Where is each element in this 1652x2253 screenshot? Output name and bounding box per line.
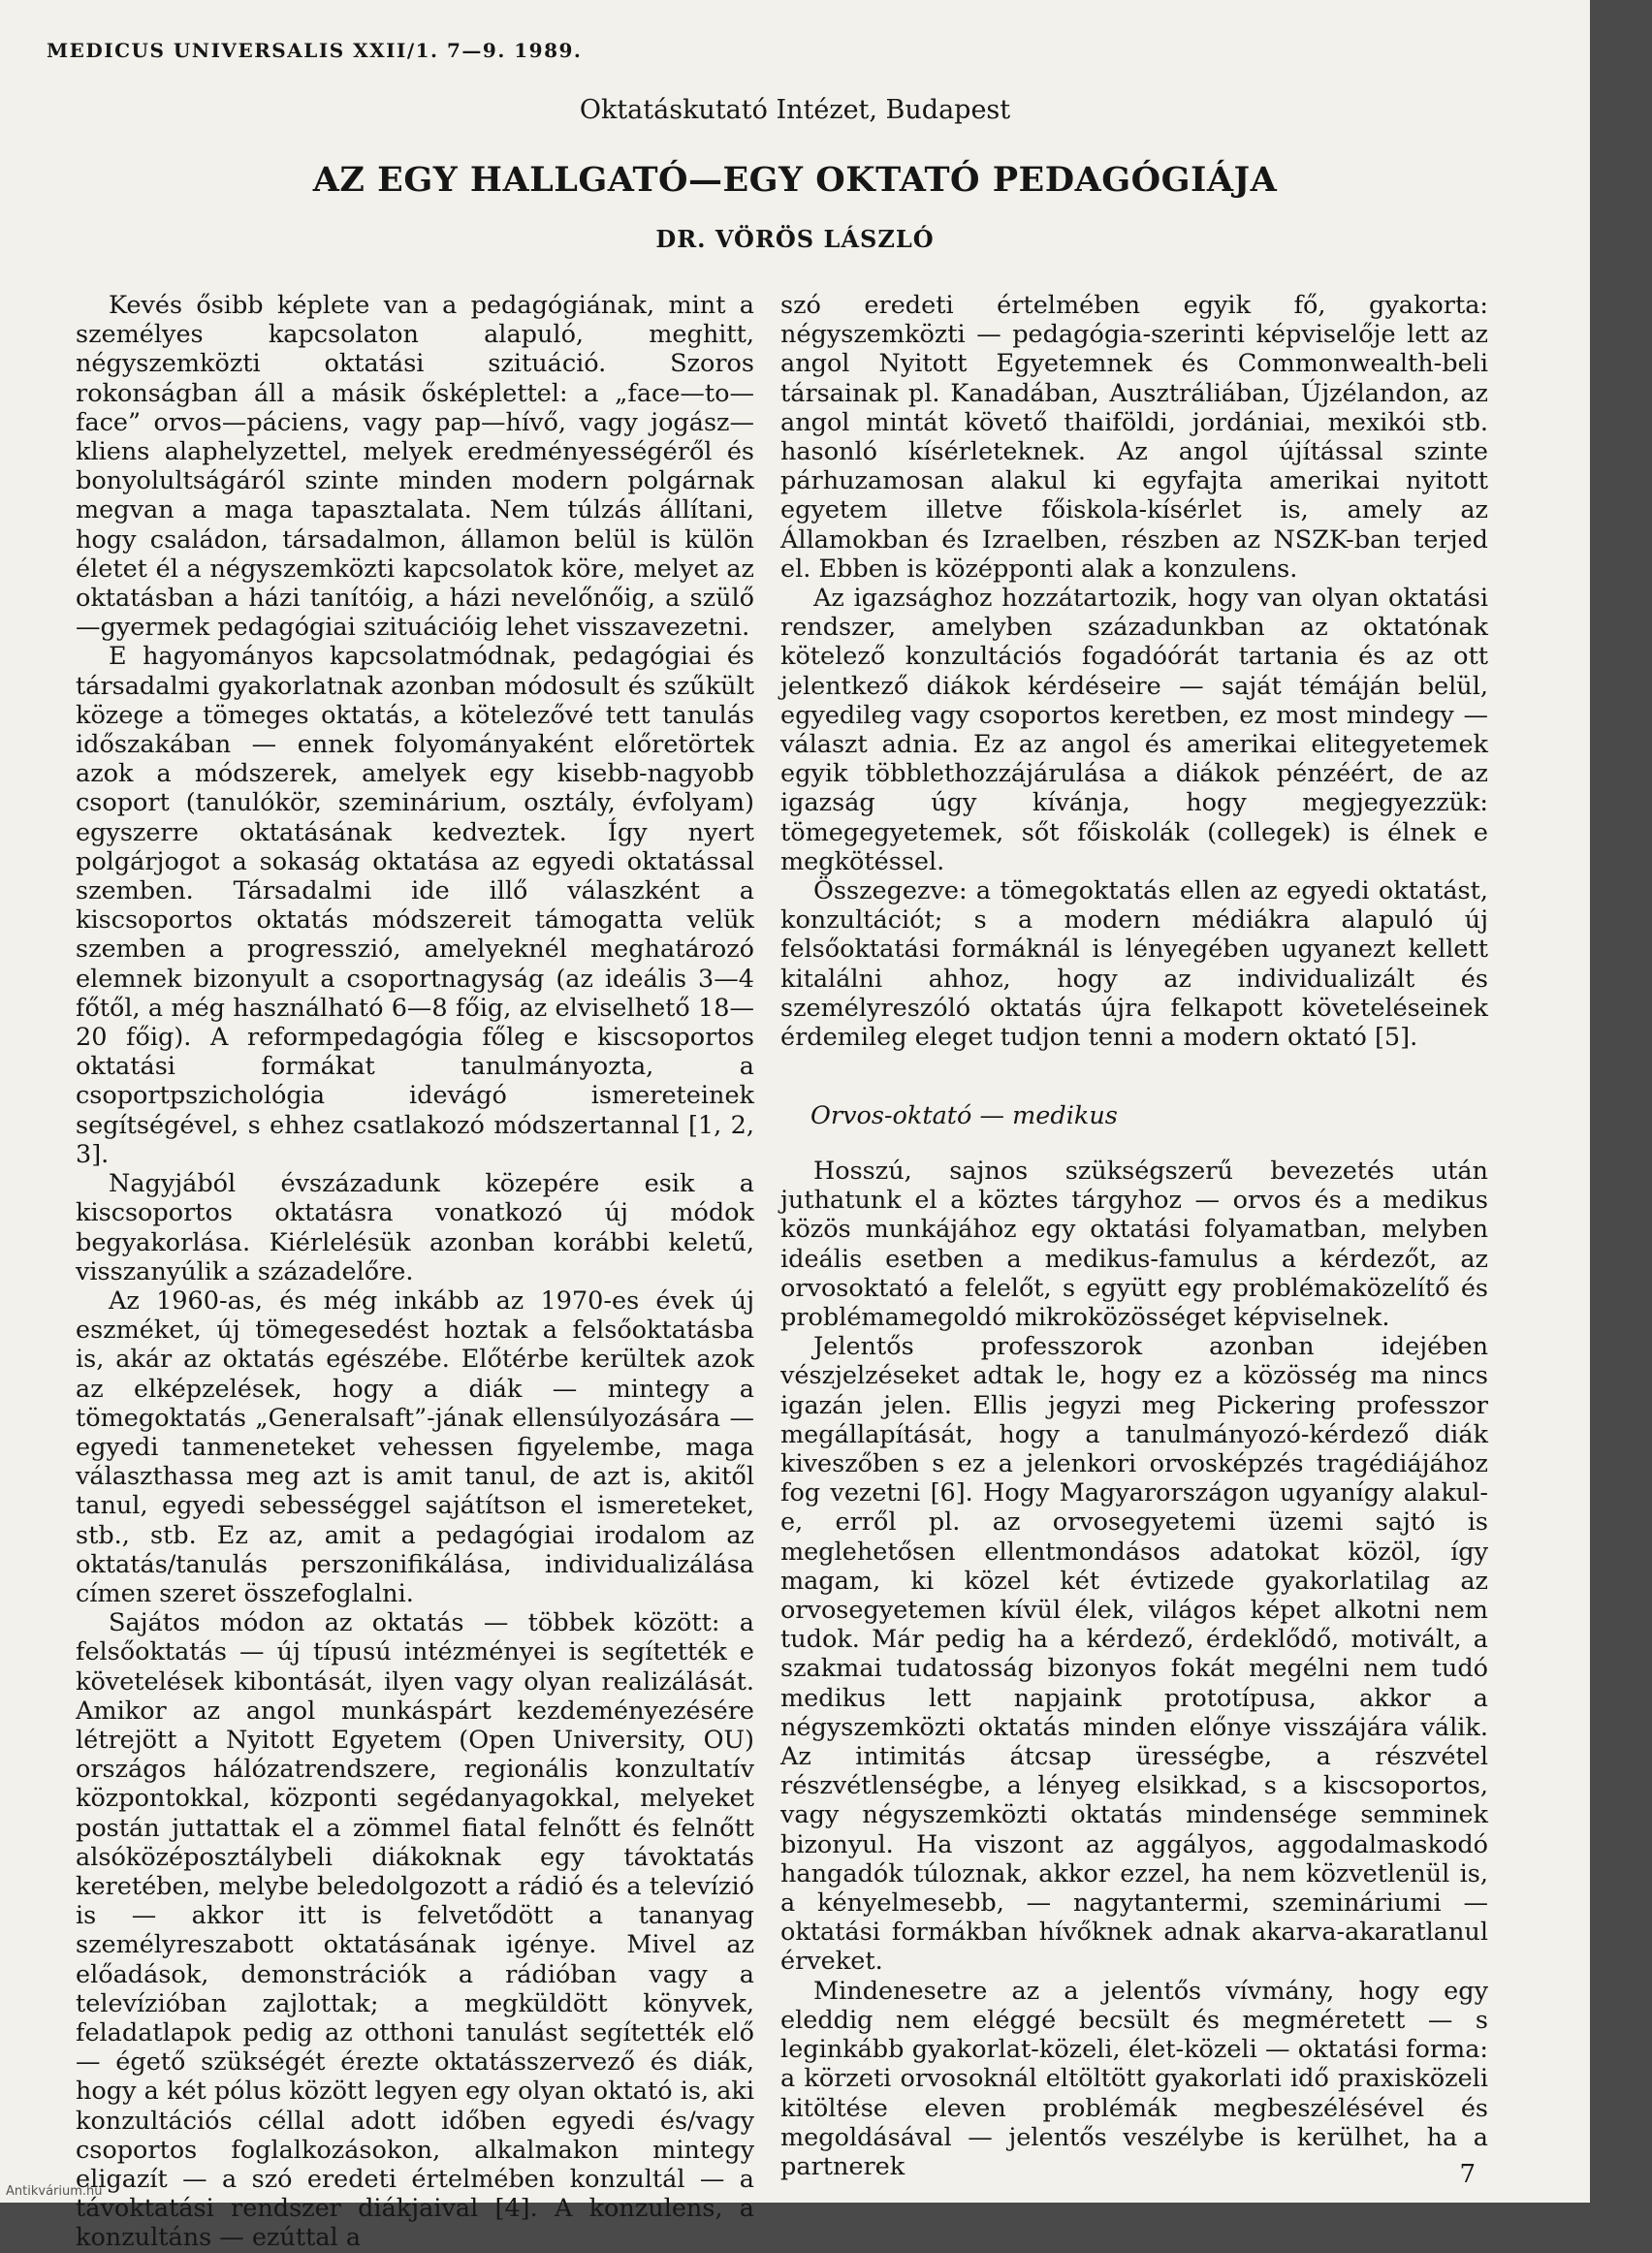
page-number: 7 — [1459, 2160, 1476, 2189]
paragraph: szó eredeti értelmében egyik fő, gyakorta: négyszemközti — pedagógia-szerinti képviselője lett az angol Nyitott Egyetemnek és Commonwealth-beli társainak pl. Kanadában, Ausztráliában, Újzélandon, az angol mintát követő thaiföldi, jordániai, mexikói stb. hasonló kísérleteknek. Az angol újítással szinte párhuzamosan alakul ki egyfajta amerikai nyitott egyetem illetve főiskola-kísérlet is, amely az Államokban és Izraelben, részben az NSZK-ban terjed el. Ebben is középponti alak a konzulens. — [780, 291, 1488, 584]
paragraph: Összegezve: a tömegoktatás ellen az egyedi oktatást, konzultációt; s a modern médiákra alapuló új felsőoktatási formáknál is lényegében ugyanezt kellett kitalálni ahhoz, hogy az individualizált és személyreszóló oktatás újra felkapott követeléseinek érdemileg eleget tudjon tenni a modern oktató [5]. — [780, 876, 1488, 1053]
article-author: DR. VÖRÖS LÁSZLÓ — [655, 225, 935, 253]
paragraph: Az igazsághoz hozzátartozik, hogy van olyan oktatási rendszer, amelyben századunkban az oktatónak kötelező konzultációs fogadóórát tartania és az ott jelentkező diákok kérdéseire — saját témáján belül, egyedileg vagy csoportos keretben, ez most mindegy — választ adnia. Ez az angol és amerikai elitegyetemek egyik többlethozzájárulása a diákok pénzéért, de az igazság úgy kívánja, hogy megjegyezzük: tömegegyetemek, sőt főiskolák (collegek) is élnek e megkötéssel. — [780, 584, 1488, 876]
section-heading: Orvos-oktató — medikus — [810, 1101, 1118, 1130]
paragraph: Az 1960-as, és még inkább az 1970-es évek új eszméket, új tömegesedést hoztak a felsőoktatásba is, akár az oktatás egészébe. Előtérbe kerültek azok az elképzelések, hogy a diák — mintegy a tömegoktatás „Generalsaft”-jának ellensúlyozására — egyedi tanmeneteket vehessen figyelembe, maga választhassa meg azt is amit tanul, de azt is, akitől tanul, egyedi sebességgel sajátítson el ismereteket, stb., stb. Ez az, amit a pedagógiai irodalom az oktatás/tanulás perszonifikálása, individualizálása címen szeret összefoglalni. — [76, 1285, 754, 1608]
institute-line: Oktatáskutató Intézet, Budapest — [579, 95, 1011, 125]
paragraph: Sajátos módon az oktatás — többek között: a felsőoktatás — új típusú intézményei is segítették e követelések kibontását, ilyen vagy olyan realizálását. Amikor az angol munkáspárt kezdeményezésére létrejött a Nyitott Egyetem (Open University, OU) országos hálózatrendszere, regionális konzultatív központokkal, központi segédanyagokkal, melyeket postán juttattak el a zömmel fiatal felnőtt és felnőtt alsóközéposztálybeli diákoknak egy távoktatás keretében, melybe beledolgozott a rádió és a televízió is — akkor itt is felvetődött a tananyag személyreszabott oktatásának igénye. Mivel az előadások, demonstrációk a rádióban vagy a televízióban zajlottak; a megküldött könyvek, feladatlapok pedig az otthoni tanulást segítették elő — égető szükségét érezte oktatásszervező és diák, hogy a két pólus között legyen egy olyan oktató is, aki konzultációs céllal adott időben egyedi és/vagy csoportos foglalkozásokon, alkalmakon mintegy eligazít — a szó eredeti értelmében konzultál — a távoktatási rendszer diákjaival [4]. A konzulens, a konzultáns — ezúttal a — [76, 1608, 754, 2253]
journal-header: MEDICUS UNIVERSALIS XXII/1. 7—9. 1989. — [47, 39, 583, 62]
left-column — [76, 291, 754, 2253]
paragraph: Jelentős professzorok azonban idejében vészjelzéseket adtak le, hogy ez a közösség ma nincs igazán jelen. Ellis jegyzi meg Pickering professzor megállapítását, hogy a tanulmányozó-kérdező diák kiveszőben s ez a jelenkori orvosképzés tragédiájához fog vezetni [6]. Hogy Magyarországon ugyanígy alakul-e, erről pl. az orvosegyetemi üzemi sajtó is meglehetősen ellentmondásos adatokat közöl, így magam, ki közel két évtizede gyakorlatilag az orvosegyetemen kívül élek, világos képet alkotni nem tudok. Már pedig ha a kérdező, érdeklődő, motivált, a szakmai tudatosság bizonyos fokát megélni nem tudó medikus lett napjaink prototípusa, akkor a négyszemközti oktatás minden előnye visszájára válik. Az intimitás átcsap ürességbe, a részvétel részvétlenségbe, a lényeg elsikkad, s a kiscsoportos, vagy négyszemközti oktatás mindensége semminek bizonyul. Ha viszont az aggályos, aggodalmaskodó hangadók túloznak, akkor ezzel, ha nem közvetlenül is, a kényelmesebb, — nagytantermi, szemináriumi — oktatási formákban hívőknek adnak akarva-akaratlanul érveket. — [780, 1332, 1488, 1977]
paragraph: E hagyományos kapcsolatmódnak, pedagógiai és társadalmi gyakorlatnak azonban módosult és szűkült közege a tömeges oktatás, a kötelezővé tett tanulás időszakában — ennek folyományaként előretörtek azok a módszerek, amelyek egy kisebb-nagyobb csoport (tanulókör, szeminárium, osztály, évfolyam) egyszerre oktatásának kedveztek. Így nyert polgárjogot a sokaság oktatása az egyedi oktatással szemben. Társadalmi ide illő válaszként a kiscsoportos oktatás módszereit támogatta velük szemben a progresszió, amelyeknél meghatározó elemnek bizonyult a csoportnagyság (az ideális 3—4 főtől, a még használható 6—8 főig, az elviselhető 18—20 főig). A reformpedagógia főleg e kiscsoportos oktatási formákat tanulmányozta, a csoportpszichológia idevágó ismereteinek segítségével, s ehhez csatlakozó módszertannal [1, 2, 3]. — [76, 642, 754, 1169]
paragraph: Kevés ősibb képlete van a pedagógiának, mint a személyes kapcsolaton alapuló, meghitt, négyszemközti oktatási szituáció. Szoros rokonságban áll a másik ősképlettel: a „face—to—face” orvos—páciens, vagy pap—hívő, vagy jogász—kliens alaphelyzettel, melyek eredményességéről és bonyolultságáról szinte minden modern polgárnak megvan a maga tapasztalata. Nem túlzás állítani, hogy családon, társadalmon, államon belül is külön életet él a négyszemközti kapcsolatok köre, melyet az oktatásban a házi tanítóig, a házi nevelőnőig, a szülő—gyermek pedagógiai szituációig lehet visszavezetni. — [76, 291, 754, 643]
article-title: AZ EGY HALLGATÓ—EGY OKTATÓ PEDAGÓGIÁJA — [312, 160, 1278, 200]
watermark: Antikvárium.hu — [6, 2184, 103, 2199]
paragraph: Nagyjából évszázadunk közepére esik a kiscsoportos oktatásra vonatkozó új módok begyakorlása. Kiérlelésük azonban korábbi keletű, visszanyúlik a századelőre. — [76, 1169, 754, 1286]
right-column-top — [780, 291, 1488, 1052]
right-column-bottom — [780, 1157, 1488, 2181]
paragraph: Mindenesetre az a jelentős vívmány, hogy egy eleddig nem eléggé becsült és megméretett — s leginkább gyakorlat-közeli, élet-közeli — oktatási forma: a körzeti orvosoknál eltöltött gyakorlati idő praxisközeli kitöltése eleven problémák megbeszélésével és megoldásával — jelentős veszélybe is kerülhet, ha a partnerek — [780, 1976, 1488, 2181]
paragraph: Hosszú, sajnos szükségszerű bevezetés után juthatunk el a köztes tárgyhoz — orvos és a medikus közös munkájához egy oktatási folyamatban, melyben ideális esetben a medikus-famulus a kérdezőt, az orvosoktató a felelőt, s együtt egy problémaközelítő és problémamegoldó mikroközösséget képviselnek. — [780, 1157, 1488, 1333]
